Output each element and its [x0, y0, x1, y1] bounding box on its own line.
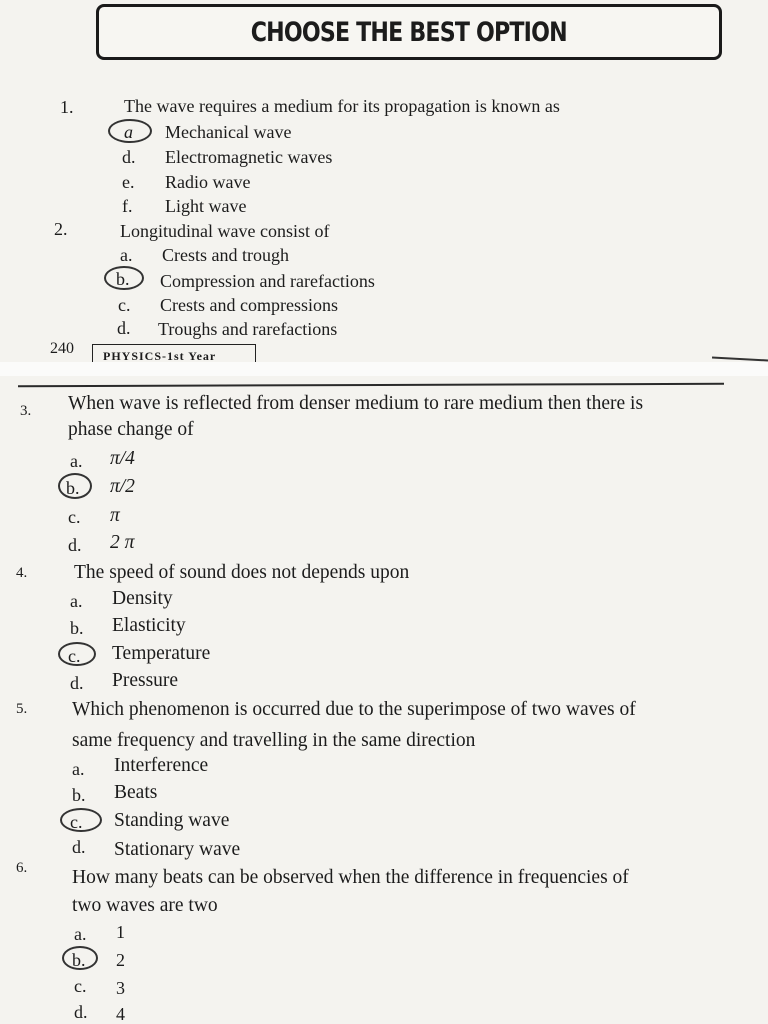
- q5-opt1-label: a.: [72, 759, 85, 779]
- q1-opt2-text: Electromagnetic waves: [165, 147, 333, 167]
- question-4-number: 4.: [16, 565, 28, 581]
- q4-opt4-text: Pressure: [112, 670, 179, 691]
- question-6-text-line2: two waves are two: [72, 895, 218, 916]
- question-6-text-line1: How many beats can be observed when the difference in frequencies of: [72, 867, 629, 888]
- question-3-text-line2: phase change of: [68, 419, 194, 440]
- q3-opt2-text: π/2: [110, 476, 135, 497]
- q3-opt1-text: π/4: [110, 448, 135, 469]
- question-1-text: The wave requires a medium for its propagation is known as: [124, 96, 560, 116]
- q1-opt4-label: f.: [122, 196, 133, 216]
- q3-opt1-label: a.: [70, 451, 83, 471]
- q5-opt4-text: Stationary wave: [114, 839, 241, 860]
- q1-opt3-text: Radio wave: [165, 172, 251, 192]
- q4-opt4-label: d.: [70, 673, 84, 693]
- q2-opt1-label: a.: [120, 245, 133, 265]
- q2-opt3-label: c.: [118, 295, 131, 315]
- page-title: CHOOSE THE BEST OPTION: [250, 16, 568, 48]
- section-rule: [18, 383, 724, 387]
- q1-opt1-label: a: [124, 122, 133, 142]
- page-number: 240: [50, 340, 74, 357]
- q1-opt3-label: e.: [122, 172, 135, 192]
- q3-opt4-text: 2 π: [110, 532, 135, 553]
- q6-opt2-text: 2: [116, 950, 125, 970]
- q4-opt1-text: Density: [112, 588, 173, 609]
- q4-opt3-text: Temperature: [112, 643, 211, 664]
- q6-opt1-text: 1: [116, 922, 125, 942]
- q4-opt2-text: Elasticity: [112, 615, 186, 636]
- q6-opt3-label: c.: [74, 976, 87, 996]
- q2-opt1-text: Crests and trough: [162, 245, 289, 265]
- q5-opt2-text: Beats: [114, 782, 158, 803]
- question-5-number: 5.: [16, 701, 28, 717]
- question-2-number: 2.: [54, 219, 68, 239]
- q3-opt3-text: π: [110, 505, 120, 526]
- question-5-text-line1: Which phenomenon is occurred due to the superimpose of two waves of: [72, 699, 636, 720]
- q4-opt1-label: a.: [70, 591, 83, 611]
- q2-opt4-text: Troughs and rarefactions: [158, 319, 338, 339]
- q5-opt3-label: c.: [70, 812, 83, 832]
- q1-opt1-text: Mechanical wave: [165, 122, 292, 142]
- book-title: PHYSICS-1st Year: [103, 349, 217, 362]
- q1-opt2-label: d.: [122, 147, 136, 167]
- edge-mark: [712, 357, 768, 362]
- question-5-text-line2: same frequency and travelling in the same direction: [72, 730, 476, 751]
- question-6-number: 6.: [16, 860, 28, 876]
- question-3-text-line1: When wave is reflected from denser medium to rare medium then there is: [68, 393, 644, 414]
- q3-opt2-label: b.: [66, 478, 80, 498]
- q3-opt4-label: d.: [68, 535, 82, 555]
- q2-opt3-text: Crests and compressions: [160, 295, 338, 315]
- question-3-number: 3.: [20, 403, 32, 419]
- q6-opt4-label: d.: [74, 1002, 88, 1022]
- q2-opt4-label: d.: [117, 318, 131, 338]
- q2-opt2-label: b.: [116, 269, 130, 289]
- q6-opt3-text: 3: [116, 978, 125, 998]
- q5-opt2-label: b.: [72, 785, 86, 805]
- title-box: [96, 4, 722, 60]
- q6-opt2-label: b.: [72, 950, 86, 970]
- q5-opt3-text: Standing wave: [114, 810, 230, 831]
- q6-opt1-label: a.: [74, 924, 87, 944]
- q4-opt2-label: b.: [70, 618, 84, 638]
- question-1-number: 1.: [60, 97, 74, 117]
- page-gap: [0, 362, 768, 376]
- q1-opt4-text: Light wave: [165, 196, 247, 216]
- q3-opt3-label: c.: [68, 507, 81, 527]
- q2-opt2-text: Compression and rarefactions: [160, 271, 375, 291]
- question-2-text: Longitudinal wave consist of: [120, 221, 330, 241]
- q4-opt3-label: c.: [68, 646, 81, 666]
- question-4-text: The speed of sound does not depends upon: [74, 562, 410, 583]
- q6-opt4-text: 4: [116, 1004, 125, 1024]
- q5-opt1-text: Interference: [114, 755, 209, 776]
- q5-opt4-label: d.: [72, 837, 86, 857]
- book-title-box: [92, 344, 256, 362]
